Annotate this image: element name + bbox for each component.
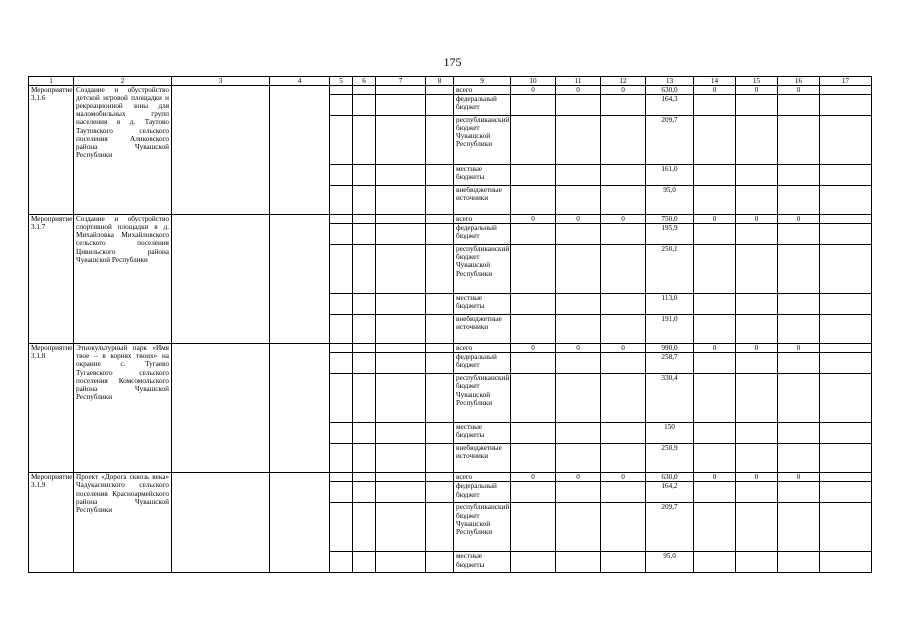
empty-cell: [820, 374, 872, 423]
value-c13: 164,3: [646, 95, 694, 116]
empty-cell: [820, 116, 872, 165]
empty-cell: [330, 315, 353, 344]
empty-cell: [330, 344, 353, 353]
funding-source: республиканский бюджет Чувашской Республики: [454, 116, 511, 165]
empty-cell: [426, 294, 454, 315]
value-c13: 209,7: [646, 116, 694, 165]
empty-cell: [330, 374, 353, 423]
value-c13: 95,0: [646, 186, 694, 215]
empty-cell: [172, 473, 270, 573]
empty-cell: [353, 315, 376, 344]
column-number: 12: [601, 77, 646, 86]
value-c13: 250,1: [646, 245, 694, 294]
empty-cell: [820, 344, 872, 353]
activity-label: Мероприятие 3.1.9: [29, 473, 74, 573]
value-c12: [601, 444, 646, 473]
empty-cell: [426, 353, 454, 374]
value-c16: [778, 315, 820, 344]
column-number: 14: [694, 77, 736, 86]
value-c13: 258,7: [646, 353, 694, 374]
empty-cell: [353, 473, 376, 482]
value-c10: [511, 245, 556, 294]
value-c15: 0: [736, 215, 778, 224]
value-c11: [556, 482, 601, 503]
value-c12: [601, 315, 646, 344]
empty-cell: [353, 224, 376, 245]
empty-cell: [330, 95, 353, 116]
empty-cell: [426, 552, 454, 573]
empty-cell: [426, 165, 454, 186]
empty-cell: [820, 423, 872, 444]
value-c10: [511, 315, 556, 344]
funding-source: федеральный бюджет: [454, 224, 511, 245]
value-c16: [778, 245, 820, 294]
value-c13: 113,0: [646, 294, 694, 315]
empty-cell: [330, 245, 353, 294]
empty-cell: [353, 165, 376, 186]
value-c14: [694, 503, 736, 552]
value-c11: [556, 315, 601, 344]
empty-cell: [376, 444, 426, 473]
value-c10: [511, 95, 556, 116]
empty-cell: [820, 444, 872, 473]
value-c15: [736, 165, 778, 186]
table-row: [29, 473, 872, 482]
empty-cell: [376, 344, 426, 353]
empty-cell: [330, 186, 353, 215]
empty-cell: [820, 503, 872, 552]
value-c14: [694, 186, 736, 215]
funding-source: всего: [454, 344, 511, 353]
empty-cell: [353, 482, 376, 503]
empty-cell: [353, 344, 376, 353]
value-c16: [778, 165, 820, 186]
empty-cell: [376, 294, 426, 315]
empty-cell: [820, 353, 872, 374]
empty-cell: [353, 444, 376, 473]
value-c12: [601, 95, 646, 116]
empty-cell: [270, 473, 330, 573]
value-c16: 0: [778, 86, 820, 95]
value-c15: [736, 552, 778, 573]
value-c16: [778, 186, 820, 215]
empty-cell: [353, 294, 376, 315]
column-number: 13: [646, 77, 694, 86]
value-c11: [556, 165, 601, 186]
funding-source: местные бюджеты: [454, 552, 511, 573]
empty-cell: [426, 482, 454, 503]
value-c13: 150: [646, 423, 694, 444]
column-number: 16: [778, 77, 820, 86]
empty-cell: [172, 215, 270, 344]
funding-source: всего: [454, 473, 511, 482]
value-c12: [601, 116, 646, 165]
value-c11: [556, 353, 601, 374]
empty-cell: [376, 224, 426, 245]
empty-cell: [426, 224, 454, 245]
value-c14: [694, 482, 736, 503]
activity-label: Мероприятие 3.1.8: [29, 344, 74, 473]
table-row: [29, 86, 872, 95]
empty-cell: [376, 353, 426, 374]
value-c14: [694, 423, 736, 444]
value-c15: [736, 224, 778, 245]
empty-cell: [376, 95, 426, 116]
value-c15: [736, 245, 778, 294]
value-c13: 630,0: [646, 86, 694, 95]
value-c16: [778, 482, 820, 503]
column-number: 8: [426, 77, 454, 86]
value-c16: [778, 95, 820, 116]
empty-cell: [376, 215, 426, 224]
empty-cell: [426, 423, 454, 444]
table-row: [29, 344, 872, 353]
value-c12: [601, 186, 646, 215]
value-c16: [778, 423, 820, 444]
value-c14: 0: [694, 473, 736, 482]
empty-cell: [426, 473, 454, 482]
value-c10: 0: [511, 215, 556, 224]
value-c10: [511, 186, 556, 215]
empty-cell: [172, 344, 270, 473]
value-c10: [511, 444, 556, 473]
empty-cell: [353, 353, 376, 374]
value-c14: [694, 552, 736, 573]
value-c13: 750,0: [646, 215, 694, 224]
funding-source: всего: [454, 86, 511, 95]
value-c15: 0: [736, 344, 778, 353]
empty-cell: [330, 482, 353, 503]
column-number-row: [29, 77, 872, 86]
value-c12: 0: [601, 215, 646, 224]
empty-cell: [330, 86, 353, 95]
empty-cell: [376, 473, 426, 482]
value-c11: [556, 374, 601, 423]
empty-cell: [820, 224, 872, 245]
empty-cell: [353, 215, 376, 224]
value-c16: 0: [778, 473, 820, 482]
empty-cell: [330, 473, 353, 482]
column-number: 2: [74, 77, 172, 86]
value-c15: [736, 315, 778, 344]
column-number: 15: [736, 77, 778, 86]
value-c15: [736, 116, 778, 165]
empty-cell: [426, 503, 454, 552]
value-c11: [556, 294, 601, 315]
value-c12: [601, 353, 646, 374]
empty-cell: [353, 186, 376, 215]
value-c12: [601, 224, 646, 245]
value-c12: 0: [601, 473, 646, 482]
value-c15: [736, 423, 778, 444]
value-c12: [601, 423, 646, 444]
value-c11: [556, 245, 601, 294]
funding-table: [28, 76, 872, 573]
empty-cell: [376, 86, 426, 95]
value-c11: [556, 186, 601, 215]
funding-source: республиканский бюджет Чувашской Республики: [454, 374, 511, 423]
value-c13: 209,7: [646, 503, 694, 552]
value-c14: [694, 245, 736, 294]
funding-source: федеральный бюджет: [454, 482, 511, 503]
value-c12: [601, 552, 646, 573]
funding-source: местные бюджеты: [454, 294, 511, 315]
value-c14: [694, 444, 736, 473]
empty-cell: [353, 245, 376, 294]
value-c14: [694, 116, 736, 165]
value-c15: 0: [736, 473, 778, 482]
activity-label: Мероприятие 3.1.6: [29, 86, 74, 215]
value-c12: [601, 503, 646, 552]
value-c10: [511, 294, 556, 315]
funding-source: федеральный бюджет: [454, 95, 511, 116]
empty-cell: [426, 215, 454, 224]
empty-cell: [820, 245, 872, 294]
value-c13: 191,0: [646, 315, 694, 344]
value-c15: [736, 186, 778, 215]
value-c11: [556, 503, 601, 552]
empty-cell: [426, 344, 454, 353]
empty-cell: [376, 503, 426, 552]
value-c11: [556, 552, 601, 573]
value-c12: [601, 165, 646, 186]
empty-cell: [330, 116, 353, 165]
empty-cell: [172, 86, 270, 215]
value-c14: [694, 224, 736, 245]
empty-cell: [330, 552, 353, 573]
empty-cell: [376, 116, 426, 165]
funding-source: местные бюджеты: [454, 423, 511, 444]
value-c13: 164,2: [646, 482, 694, 503]
empty-cell: [426, 86, 454, 95]
empty-cell: [270, 86, 330, 215]
empty-cell: [330, 503, 353, 552]
value-c15: [736, 482, 778, 503]
value-c11: [556, 423, 601, 444]
activity-description: Этнокультурный парк «Имя твое – в корнях твоих» на окраине с. Тугаево Тугаевского сельского поселения Комсомольского района Чувашской Республики: [74, 344, 172, 473]
value-c10: [511, 165, 556, 186]
column-number: 6: [353, 77, 376, 86]
value-c15: [736, 503, 778, 552]
empty-cell: [820, 165, 872, 186]
value-c12: [601, 294, 646, 315]
column-number: 7: [376, 77, 426, 86]
value-c14: [694, 165, 736, 186]
empty-cell: [820, 473, 872, 482]
value-c13: 95,0: [646, 552, 694, 573]
value-c14: [694, 95, 736, 116]
empty-cell: [270, 344, 330, 473]
value-c14: 0: [694, 344, 736, 353]
value-c11: [556, 224, 601, 245]
empty-cell: [330, 215, 353, 224]
value-c14: [694, 353, 736, 374]
value-c10: [511, 116, 556, 165]
value-c16: [778, 444, 820, 473]
page-number: 175: [443, 55, 462, 69]
empty-cell: [376, 374, 426, 423]
empty-cell: [820, 315, 872, 344]
empty-cell: [330, 294, 353, 315]
value-c10: [511, 503, 556, 552]
empty-cell: [426, 245, 454, 294]
table-row: [29, 215, 872, 224]
empty-cell: [376, 315, 426, 344]
empty-cell: [820, 215, 872, 224]
value-c11: 0: [556, 215, 601, 224]
empty-cell: [426, 315, 454, 344]
empty-cell: [376, 423, 426, 444]
empty-cell: [353, 374, 376, 423]
value-c15: [736, 353, 778, 374]
empty-cell: [376, 482, 426, 503]
empty-cell: [426, 374, 454, 423]
column-number: 11: [556, 77, 601, 86]
empty-cell: [820, 482, 872, 503]
funding-source: федеральный бюджет: [454, 353, 511, 374]
column-number: 3: [172, 77, 270, 86]
value-c15: 0: [736, 86, 778, 95]
value-c10: 0: [511, 473, 556, 482]
activity-description: Проект «Дорога сквозь века» Чадукасинского сельского поселения Красноармейского района Чувашской Республики: [74, 473, 172, 573]
activity-description: Создание и обустройство детской игровой площадки и рекреационной зоны для маломобильных групп населения в д. Таутово Таутовского сельского поселения Аликовского района Чувашской Республики: [74, 86, 172, 215]
value-c14: [694, 294, 736, 315]
value-c12: [601, 374, 646, 423]
value-c10: [511, 224, 556, 245]
empty-cell: [376, 186, 426, 215]
value-c14: [694, 315, 736, 344]
empty-cell: [376, 165, 426, 186]
value-c16: [778, 224, 820, 245]
value-c11: 0: [556, 86, 601, 95]
column-number: 17: [820, 77, 872, 86]
empty-cell: [270, 215, 330, 344]
funding-source: местные бюджеты: [454, 165, 511, 186]
value-c12: [601, 482, 646, 503]
value-c10: [511, 374, 556, 423]
value-c13: 990,0: [646, 344, 694, 353]
value-c10: 0: [511, 86, 556, 95]
value-c13: 250,9: [646, 444, 694, 473]
empty-cell: [330, 224, 353, 245]
value-c13: 330,4: [646, 374, 694, 423]
value-c11: [556, 95, 601, 116]
value-c11: 0: [556, 473, 601, 482]
empty-cell: [426, 95, 454, 116]
value-c15: [736, 294, 778, 315]
value-c10: [511, 482, 556, 503]
column-number: 10: [511, 77, 556, 86]
funding-source: республиканский бюджет Чувашской Республики: [454, 245, 511, 294]
value-c15: [736, 95, 778, 116]
value-c11: [556, 444, 601, 473]
empty-cell: [353, 503, 376, 552]
empty-cell: [353, 95, 376, 116]
empty-cell: [820, 552, 872, 573]
empty-cell: [353, 552, 376, 573]
funding-source: внебюджетные источники: [454, 315, 511, 344]
empty-cell: [820, 294, 872, 315]
value-c16: 0: [778, 215, 820, 224]
empty-cell: [426, 186, 454, 215]
empty-cell: [330, 423, 353, 444]
value-c16: [778, 294, 820, 315]
empty-cell: [426, 116, 454, 165]
value-c13: 630,0: [646, 473, 694, 482]
value-c12: [601, 245, 646, 294]
empty-cell: [330, 444, 353, 473]
value-c16: 0: [778, 344, 820, 353]
column-number: 5: [330, 77, 353, 86]
empty-cell: [426, 444, 454, 473]
value-c11: [556, 116, 601, 165]
column-number: 9: [454, 77, 511, 86]
empty-cell: [330, 165, 353, 186]
value-c15: [736, 374, 778, 423]
funding-source: республиканский бюджет Чувашской Республики: [454, 503, 511, 552]
value-c16: [778, 374, 820, 423]
empty-cell: [820, 86, 872, 95]
value-c14: 0: [694, 86, 736, 95]
value-c16: [778, 116, 820, 165]
value-c10: [511, 552, 556, 573]
value-c15: [736, 444, 778, 473]
value-c11: 0: [556, 344, 601, 353]
value-c16: [778, 503, 820, 552]
activity-label: Мероприятие 3.1.7: [29, 215, 74, 344]
activity-description: Создание и обустройство спортивной площадки в д. Михайловка Михайловского сельского поселения Цивильского района Чувашской Республики: [74, 215, 172, 344]
column-number: 4: [270, 77, 330, 86]
value-c10: 0: [511, 344, 556, 353]
value-c14: [694, 374, 736, 423]
empty-cell: [376, 552, 426, 573]
value-c16: [778, 552, 820, 573]
empty-cell: [330, 353, 353, 374]
value-c16: [778, 353, 820, 374]
value-c10: [511, 423, 556, 444]
funding-source: всего: [454, 215, 511, 224]
empty-cell: [820, 186, 872, 215]
column-number: 1: [29, 77, 74, 86]
value-c13: 161,0: [646, 165, 694, 186]
empty-cell: [353, 423, 376, 444]
value-c13: 195,9: [646, 224, 694, 245]
funding-source: внебюджетные источники: [454, 444, 511, 473]
empty-cell: [353, 86, 376, 95]
empty-cell: [376, 245, 426, 294]
funding-source: внебюджетные источники: [454, 186, 511, 215]
value-c12: 0: [601, 86, 646, 95]
value-c14: 0: [694, 215, 736, 224]
empty-cell: [820, 95, 872, 116]
empty-cell: [353, 116, 376, 165]
value-c12: 0: [601, 344, 646, 353]
value-c10: [511, 353, 556, 374]
